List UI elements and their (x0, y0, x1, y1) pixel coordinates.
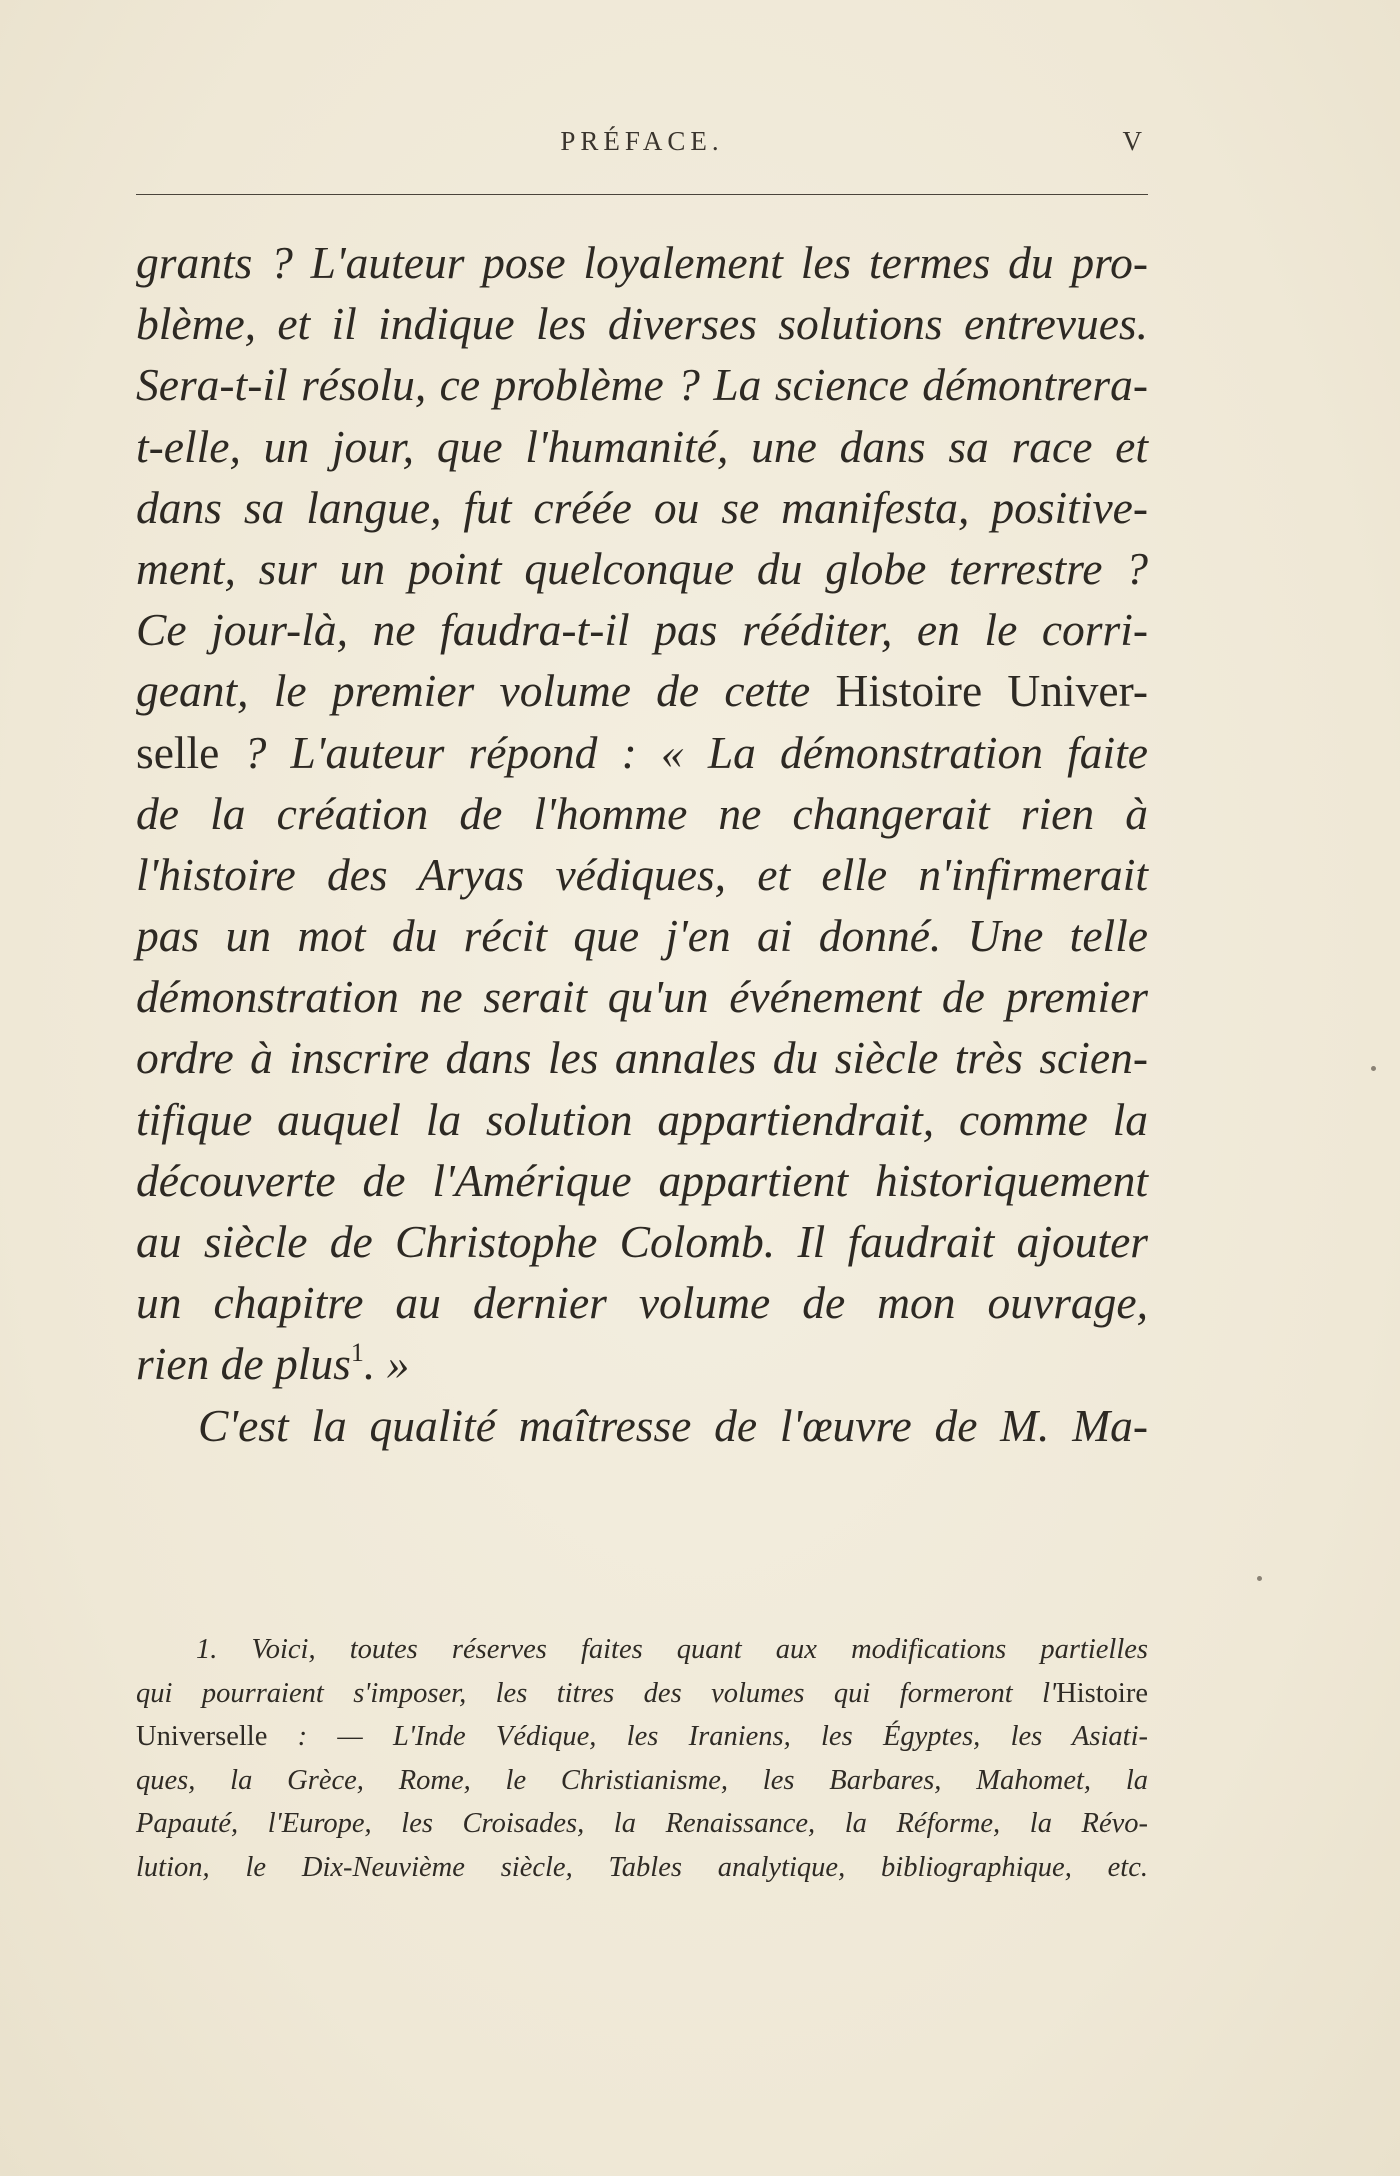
text-line: Ce jour-là, ne faudra-t-il pas rééditer, en le corri- (136, 604, 1148, 656)
text-line: ment, sur un point quelconque du globe terrestre ? (136, 542, 1148, 594)
text-segment: rien de plus (136, 1338, 351, 1390)
footnote (136, 1628, 1148, 1890)
text-segment: ? L'auteur répond : « La démonstration faite (219, 726, 1148, 778)
footnote-line (136, 1672, 1148, 1716)
text-line: dans sa langue, fut créée ou se manifesta, positive- (136, 481, 1148, 533)
header-rule (136, 194, 1148, 195)
text-segment: : — L'Inde Védique, les Iraniens, les Égyptes, les Asiati- (267, 1721, 1148, 1753)
footnote-marker[interactable]: 1 (350, 1338, 364, 1368)
text-line: blème, et il indique les diverses solutions entrevues. (136, 298, 1148, 350)
footnote-line (136, 1715, 1148, 1759)
text-line: pas un mot du récit que j'en ai donné. Une telle (136, 910, 1148, 962)
page-number: V (1122, 126, 1142, 156)
text-line: de la création de l'homme ne changerait rien à (136, 787, 1148, 839)
text-line (136, 1333, 1148, 1394)
book-title: Histoire Univer- (835, 665, 1148, 717)
body-text (136, 232, 1148, 1456)
text-line: grants ? L'auteur pose loyalement les termes du pro- (136, 237, 1148, 288)
paper-speck (1257, 1576, 1262, 1581)
text-line (136, 660, 1148, 721)
book-title: Universelle (136, 1721, 268, 1753)
text-segment: geant, le premier volume de cette (136, 665, 811, 717)
text-line: l'histoire des Aryas védiques, et elle n'infirmerait (136, 848, 1148, 900)
text-segment: . » (363, 1338, 410, 1390)
text-line: un chapitre au dernier volume de mon ouvrage, (136, 1277, 1148, 1329)
footnote-line: ques, la Grèce, Rome, le Christianisme, les Barbares, Mahomet, la (136, 1764, 1148, 1796)
page-header (136, 126, 1148, 166)
book-title: Histoire (1056, 1677, 1148, 1709)
text-line: Sera-t-il résolu, ce problème ? La science démontrera- (136, 359, 1148, 411)
paper-speck (1371, 1066, 1376, 1071)
book-title: selle (136, 726, 220, 778)
footnote-line: 1. Voici, toutes réserves faites quant aux modifications partielles (196, 1634, 1148, 1665)
text-line: au siècle de Christophe Colomb. Il faudrait ajouter (136, 1216, 1148, 1267)
text-line: tifique auquel la solution appartiendrait, comme la (136, 1093, 1148, 1145)
text-line: démonstration ne serait qu'un événement de premier (136, 971, 1148, 1023)
running-title: PRÉFACE. (560, 126, 724, 156)
text-line: C'est la qualité maîtresse de l'œuvre de M. Ma- (198, 1399, 1148, 1451)
footnote-line: Papauté, l'Europe, les Croisades, la Renaissance, la Réforme, la Révo- (136, 1808, 1148, 1840)
text-line (136, 722, 1148, 783)
text-segment: qui pourraient s'imposer, les titres des volumes qui formeront l' (136, 1677, 1057, 1709)
text-line: découverte de l'Amérique appartient historiquement (136, 1154, 1148, 1206)
text-line: t-elle, un jour, que l'humanité, une dans sa race et (136, 420, 1148, 472)
footnote-line: lution, le Dix-Neuvième siècle, Tables analytique, bibliographique, etc. (136, 1851, 1148, 1883)
text-line: ordre à inscrire dans les annales du siècle très scien- (136, 1032, 1148, 1084)
